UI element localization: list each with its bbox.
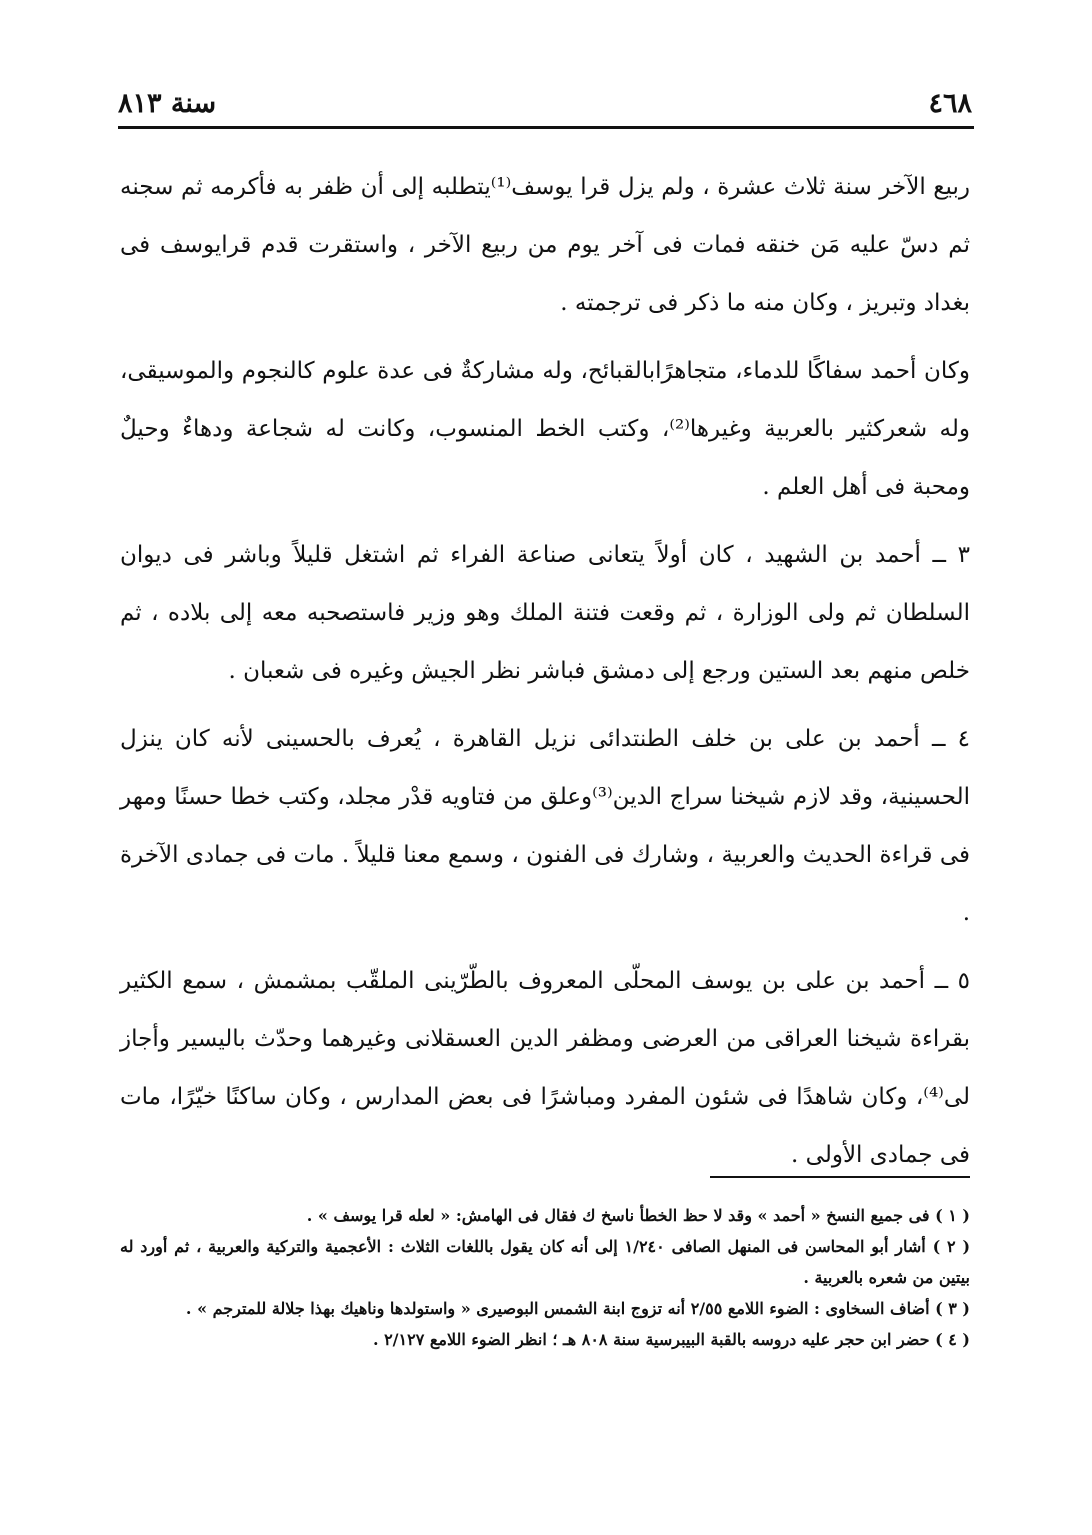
footnote: ( ٣ ) أضاف السخاوى : الضوء اللامع ٢/٥٥ أنه تزوج ابنة الشمس البوصيرى « واستولدها وناهيك بهذا جلالة للمترجم » . [185,1299,970,1318]
footnotes [120,1200,970,1355]
page-header [118,84,972,124]
paragraph: ٤ ــ أحمد بن على بن خلف الطنتدائى نزيل القاهرة ، يُعرف بالحسينى لأنه كان ينزل الحسينية، وقد لازم شيخنا سراج الدين⁽³⁾وعلق من فتاويه قدْر مجلد، وكتب خطا حسنًا ومهر فى قراءة الحديث والعربية ، وشارك فى الفنون ، وسمع معنا قليلاً . مات فى جمادى الآخرة . [120,726,970,926]
paragraph: ٥ ــ أحمد بن على بن يوسف المحلّى المعروف بالطّرّينى الملقّب بمشمش ، سمع الكثير بقراءة شيخنا العراقى من العرضى ومظفر الدين العسقلانى وغيرهما وحدّث باليسير وأجاز لى⁽⁴⁾، وكان شاهدًا فى شئون المفرد ومباشرًا فى بعض المدارس ، وكان ساكنًا خيّرًا، مات فى جمادى الأولى . [120,968,970,1168]
page-number: ٤٦٨ [928,88,972,119]
paragraph: ٣ ــ أحمد بن الشهيد ، كان أولاً يتعانى صناعة الفراء ثم اشتغل قليلاً وباشر فى ديوان السلطان ثم ولى الوزارة ، ثم وقعت فتنة الملك وهو وزير فاستصحبه معه إلى بلاده ، ثم خلص منهم بعد الستين ورجع إلى دمشق فباشر نظر الجيش وغيره فى شعبان . [120,542,970,684]
footnote: ( ١ ) فى جميع النسخ « أحمد » وقد لا حظ الخطأ ناسخ ك فقال فى الهامش: « لعله قرا يوسف » . [306,1206,970,1225]
footnote: ( ٤ ) حضر ابن حجر عليه دروسه بالقبة البيبرسية سنة ٨٠٨ هـ ؛ انظر الضوء اللامع ٢/١٢٧ . [372,1330,970,1349]
running-head-year: سنة ٨١٣ [118,88,217,119]
paragraph: ربيع الآخر سنة ثلاث عشرة ، ولم يزل قرا يوسف⁽¹⁾يتطلبه إلى أن ظفر به فأكرمه ثم سجنه ثم دسّ عليه مَن خنقه فمات فى آخر يوم من ربيع الآخر ، واستقرت قدم قرايوسف فى بغداد وتبريز ، وكان منه ما ذكر فى ترجمته . [120,174,970,316]
main-text [120,158,970,1194]
header-rule [118,126,974,129]
footnote-separator [710,1176,970,1178]
footnote: ( ٢ ) أشار أبو المحاسن فى المنهل الصافى ١/٢٤٠ إلى أنه كان يقول باللغات الثلاث : الأعجمية والتركية والعربية ، ثم أورد له بيتين من شعره بالعربية . [120,1237,971,1287]
paragraph: وكان أحمد سفاكًا للدماء، متجاهرًابالقبائح، وله مشاركةٌ فى عدة علوم كالنجوم والموسيقى، وله شعركثير بالعربية وغيرها⁽²⁾، وكتب الخط المنسوب، وكانت له شجاعة ودهاءٌ وحيلٌ ومحبة فى أهل العلم . [120,358,970,500]
